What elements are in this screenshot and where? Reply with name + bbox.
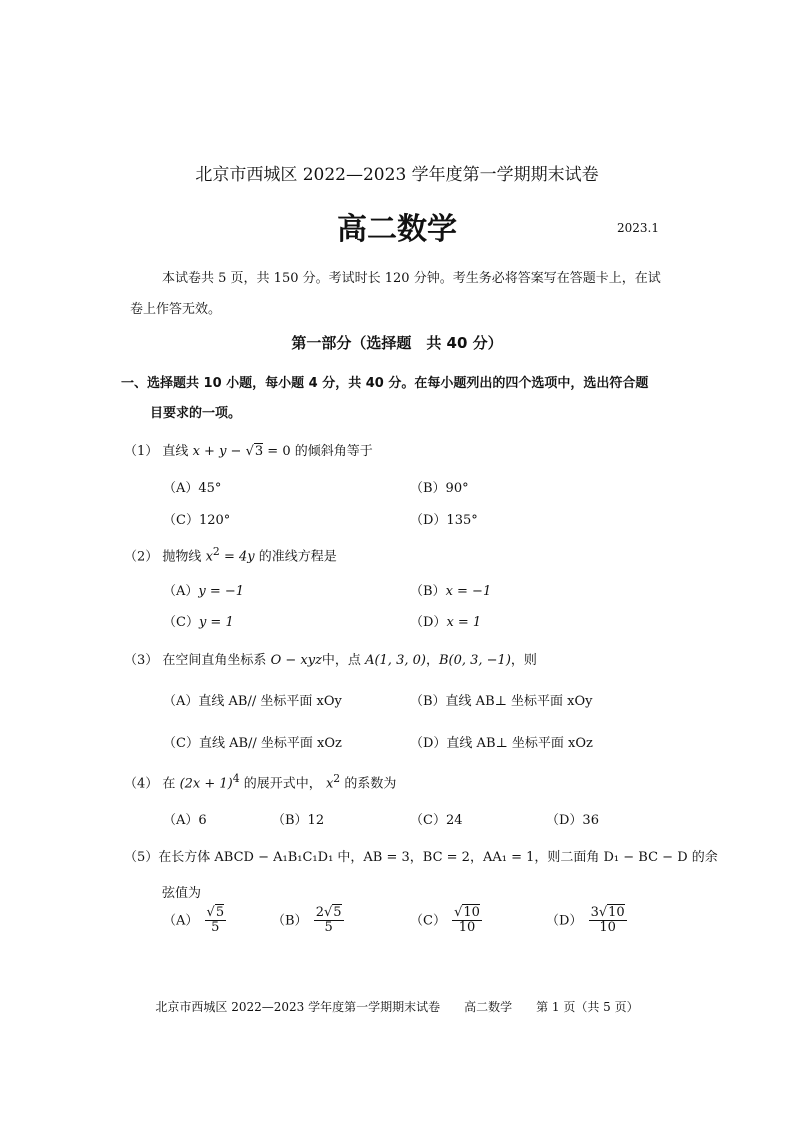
exponent: 2 (212, 545, 220, 558)
question-number: （5） (124, 850, 159, 865)
radicand: 3 (254, 444, 264, 459)
q3-option-a: （A）直线 AB// 坐标平面 xOy (163, 694, 342, 709)
fraction: $\frac{2√5}{5}$ (315, 905, 342, 936)
q1-option-d: （D）135° (410, 513, 478, 528)
q4-option-b: （B）12 (272, 813, 325, 828)
q2-option-d: （D）x = 1 (410, 615, 482, 630)
q4-option-d: （D）36 (546, 813, 599, 828)
instructions-line-2: 卷上作答无效。 (130, 302, 222, 317)
section-heading-line-2: 目要求的一项。 (150, 406, 242, 421)
q1-option-c: （C）120° (163, 513, 231, 528)
math-variable: x (205, 549, 213, 565)
q3-option-d: （D）直线 AB⊥ 坐标平面 xOz (410, 736, 593, 751)
question-text: 在长方体 ABCD − A₁B₁C₁D₁ 中，AB = 3，BC = 2，AA₁ = 1，则二面角 D₁ − BC − D 的余 (158, 850, 718, 865)
question-number: （3） (124, 653, 159, 668)
coordinate-system: O − xyz (270, 653, 322, 668)
q3-option-c: （C）直线 AB// 坐标平面 xOz (163, 736, 342, 751)
question-number: （1） (124, 444, 159, 459)
q3-option-b: （B）直线 AB⊥ 坐标平面 xOy (410, 694, 593, 709)
fraction: $\frac{√10}{10}$ (454, 905, 480, 936)
question-5-stem-line-2: 弦值为 (162, 886, 202, 901)
q2-option-b: （B）x = −1 (410, 584, 492, 599)
question-text: 的倾斜角等于 (294, 444, 373, 459)
question-text: 的准线方程是 (258, 549, 337, 565)
math-variable: x (325, 776, 334, 792)
q2-option-a: （A）y = −1 (163, 584, 245, 599)
instructions-line-1: 本试卷共 5 页，共 150 分。考试时长 120 分钟。考生务必将答案写在答题卡上，在试 (162, 271, 661, 286)
question-2-stem (124, 545, 337, 564)
q5-option-a: （A） $\frac{√5}{5}$ (163, 905, 225, 936)
question-3-stem: （3） 在空间直角坐标系 O − xyz中，点 A(1, 3, 0)，B(0, 3, −1)，则 (124, 653, 537, 668)
question-5-stem (124, 846, 718, 865)
q5-option-b: （B） $\frac{2√5}{5}$ (272, 905, 342, 936)
q4-option-c: （C）24 (410, 813, 463, 828)
question-4-stem: （4） 在 $(2x + 1)^4$ 的展开式中， $x^2$ 的系数为 (124, 772, 397, 792)
binomial-expression: (2x + 1) (179, 776, 233, 792)
question-number: （2） (124, 549, 159, 565)
question-text: 在空间直角坐标系 (162, 653, 267, 668)
q5-option-c: （C） $\frac{√10}{10}$ (410, 905, 480, 936)
section-heading-line-1: 一、选择题共 10 小题，每小题 4 分，共 40 分。在每小题列出的四个选项中，选出符合题 (121, 376, 649, 391)
question-text: 抛物线 (162, 549, 202, 565)
fraction: $\frac{√5}{5}$ (206, 905, 225, 936)
math-expression: = 4y (219, 549, 255, 565)
point-b: B(0, 3, −1) (438, 653, 511, 668)
exponent: 2 (333, 772, 341, 785)
sqrt-symbol: √ (245, 444, 254, 459)
question-number: （4） (124, 776, 159, 792)
point-a: A(1, 3, 0) (365, 653, 426, 668)
math-expression: x + y − (192, 444, 246, 459)
q1-option-b: （B）90° (410, 481, 469, 496)
q1-option-a: （A）45° (163, 481, 222, 496)
subject-title: 高二数学 (337, 212, 457, 247)
q4-option-a: （A）6 (163, 813, 207, 828)
q5-option-d: （D） $\frac{3√10}{10}$ (546, 905, 625, 936)
exam-title: 北京市西城区 2022—2023 学年度第一学期期末试卷 (195, 165, 599, 185)
exponent: 4 (232, 772, 240, 785)
page-footer: 北京市西城区 2022—2023 学年度第一学期期末试卷 高二数学 第 1 页（共 5 页） (155, 1000, 639, 1014)
question-text: 直线 (162, 444, 189, 459)
question-1-stem (124, 440, 373, 459)
exam-date: 2023.1 (617, 221, 659, 235)
fraction: $\frac{3√10}{10}$ (590, 905, 625, 936)
part-heading: 第一部分（选择题 共 40 分） (291, 334, 503, 352)
math-expression: = 0 (263, 444, 291, 459)
q2-option-c: （C）y = 1 (163, 615, 234, 630)
